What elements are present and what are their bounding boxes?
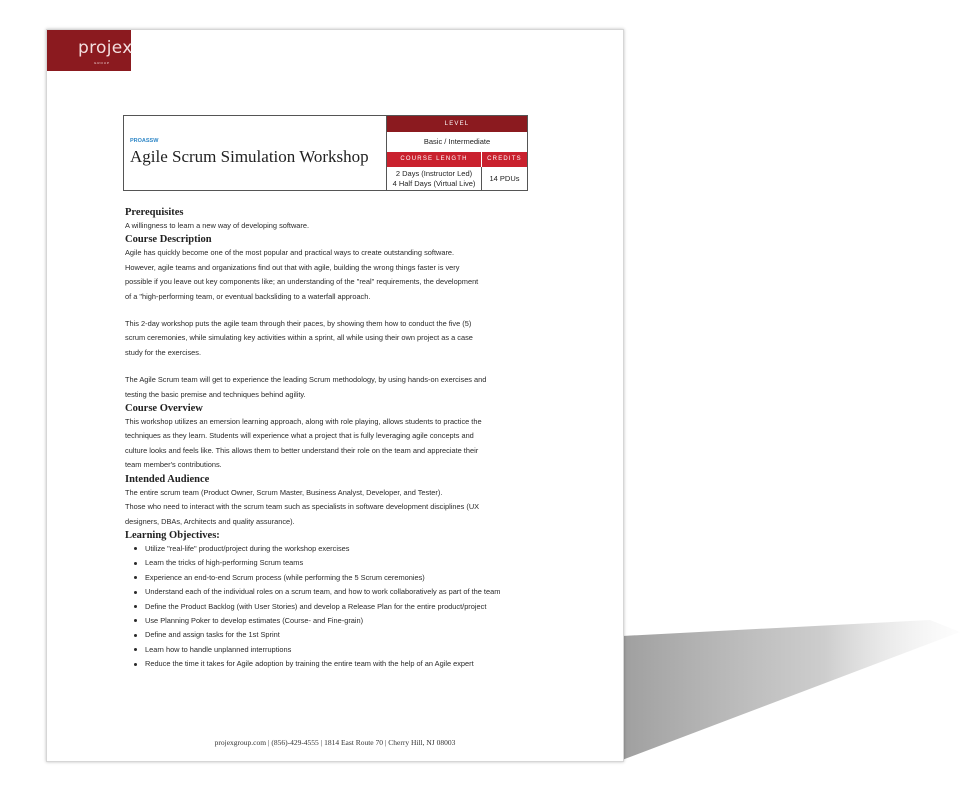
- objective-item: Understand each of the individual roles on a scrum team, and how to work collaboratively as part of the team: [125, 585, 535, 599]
- course-code: PROASSW: [130, 138, 159, 144]
- audience-line: designers, DBAs, Architects and quality assurance).: [125, 516, 295, 526]
- objective-item: Define and assign tasks for the 1st Sprint: [125, 628, 535, 642]
- description-line: The Agile Scrum team will get to experience the leading Scrum methodology, by using hands-on exercises and: [125, 375, 487, 385]
- description-line: testing the basic premise and techniques behind agility.: [125, 389, 306, 399]
- overview-line: team member's contributions.: [125, 460, 222, 470]
- document-page: [46, 29, 624, 762]
- description-heading: Course Description: [125, 234, 212, 246]
- course-length-value: [387, 167, 482, 190]
- description-line: However, agile teams and organizations find out that with agile, building the wrong things faster is very: [125, 262, 460, 272]
- audience-heading: Intended Audience: [125, 473, 210, 485]
- description-line: Agile has quickly become one of the most popular and practical ways to create outstanding software.: [125, 248, 455, 258]
- objective-item: Use Planning Poker to develop estimates (Course- and Fine-grain): [125, 614, 535, 628]
- objective-item: Utilize "real-life" product/project during the workshop exercises: [125, 542, 535, 556]
- document-body: [125, 206, 535, 672]
- description-line: possible if you leave out key components like; an understanding of the "real" requirements, the development: [125, 277, 479, 287]
- course-header-box: [123, 115, 528, 191]
- objectives-heading: Learning Objectives:: [125, 529, 220, 541]
- logo-wordmark: projex: [78, 38, 133, 58]
- page-footer: projexgroup.com | (856)-429-4555 | 1814 East Route 70 | Cherry Hill, NJ 08003: [214, 738, 456, 747]
- audience-line: Those who need to interact with the scrum team such as specialists in software development disciplines (UX: [125, 502, 480, 512]
- objective-item: Define the Product Backlog (with User Stories) and develop a Release Plan for the entire product/project: [125, 600, 535, 614]
- course-title-cell: [124, 116, 387, 190]
- level-label: LEVEL: [387, 116, 527, 132]
- level-value: Basic / Intermediate: [423, 137, 491, 146]
- credits-value: 14 PDUs: [489, 174, 520, 183]
- logo-subtext: GROUP: [94, 61, 111, 65]
- audience-line: The entire scrum team (Product Owner, Scrum Master, Business Analyst, Developer, and Tester).: [125, 487, 443, 497]
- course-length-line1: 2 Days (Instructor Led): [395, 169, 473, 178]
- prerequisites-text: A willingness to learn a new way of developing software.: [125, 221, 310, 230]
- projex-logo: [47, 30, 131, 71]
- overview-line: This workshop utilizes an emersion learning approach, along with role playing, allows students to practice the: [125, 417, 482, 427]
- objective-item: Experience an end-to-end Scrum process (while performing the 5 Scrum ceremonies): [125, 571, 535, 585]
- course-title: Agile Scrum Simulation Workshop: [130, 147, 369, 166]
- overview-line: techniques as they learn. Students will experience what a project that is fully leveraging agile concepts and: [125, 431, 474, 441]
- objective-item: Learn the tricks of high-performing Scrum teams: [125, 556, 535, 570]
- objectives-list: [125, 542, 535, 672]
- objective-item: Learn how to handle unplanned interruptions: [125, 643, 535, 657]
- overview-heading: Course Overview: [125, 403, 203, 415]
- description-line: of a "high-performing team, or eventual backsliding to a waterfall approach.: [125, 291, 371, 301]
- credits-label: CREDITS: [482, 152, 527, 167]
- course-length-line2: 4 Half Days (Virtual Live): [392, 178, 476, 188]
- description-line: study for the exercises.: [125, 347, 201, 357]
- overview-line: culture looks and feels like. This allows them to better understand their role on the team and appreciate their: [125, 445, 479, 455]
- prerequisites-heading: Prerequisites: [125, 207, 184, 218]
- course-length-label: COURSE LENGTH: [387, 152, 482, 167]
- objective-item: Reduce the time it takes for Agile adoption by training the entire team with the help of an Agile expert: [125, 657, 535, 671]
- description-line: This 2-day workshop puts the agile team through their paces, by showing them how to conduct the five (5): [125, 319, 472, 329]
- description-line: scrum ceremonies, while simulating key activities within a sprint, all while using their own project as a case: [125, 333, 473, 343]
